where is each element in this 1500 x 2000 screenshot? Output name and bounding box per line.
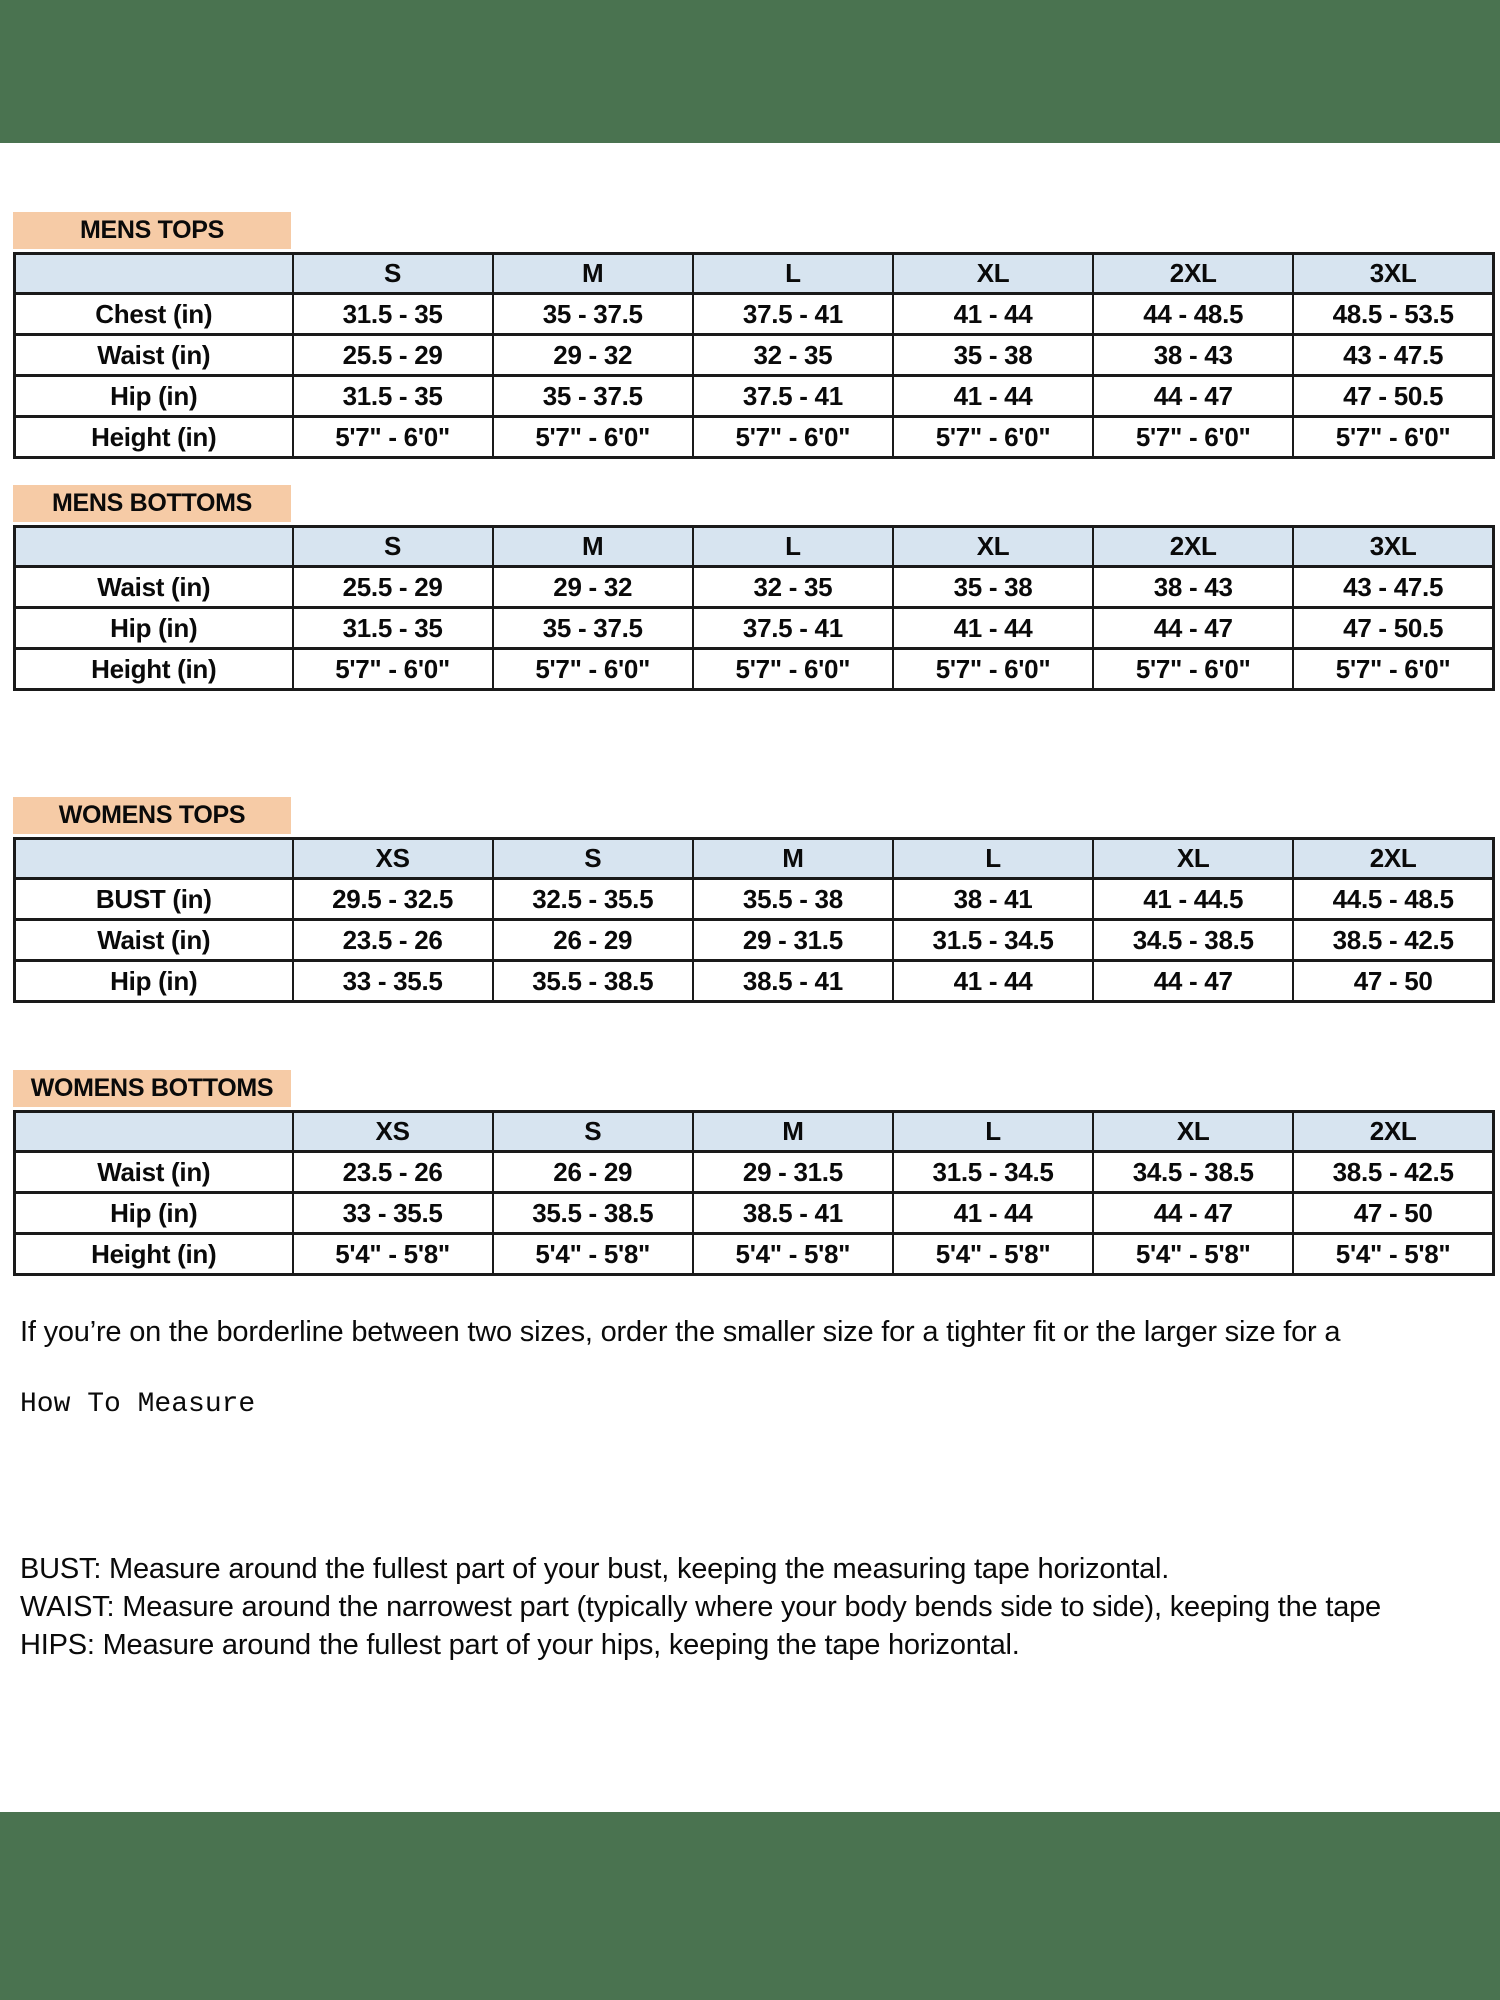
- measurement-value: 32 - 35: [693, 335, 893, 376]
- measurement-value: 29 - 32: [493, 335, 693, 376]
- section-title-mens-bottoms: MENS BOTTOMS: [13, 485, 291, 522]
- size-column-header: 2XL: [1293, 839, 1493, 879]
- measurement-row: [15, 417, 1494, 458]
- row-label: Height (in): [15, 417, 293, 458]
- row-label: Hip (in): [15, 608, 293, 649]
- measurement-value: 44 - 48.5: [1093, 294, 1293, 335]
- measurement-value: 29 - 31.5: [693, 920, 893, 961]
- corner-cell: [15, 1112, 293, 1152]
- measurement-value: 5'7" - 6'0": [1093, 417, 1293, 458]
- measurement-value: 38 - 43: [1093, 335, 1293, 376]
- measurement-value: 29.5 - 32.5: [293, 879, 493, 920]
- section-womens-tops: [13, 797, 1495, 1003]
- measurement-value: 5'7" - 6'0": [293, 417, 493, 458]
- measurement-value: 26 - 29: [493, 1152, 693, 1193]
- measurement-value: 5'7" - 6'0": [893, 417, 1093, 458]
- measurement-value: 34.5 - 38.5: [1093, 920, 1293, 961]
- section-title-womens-tops: WOMENS TOPS: [13, 797, 291, 834]
- measurement-row: [15, 1152, 1494, 1193]
- size-column-header: L: [893, 1112, 1093, 1152]
- size-column-header: 3XL: [1293, 527, 1493, 567]
- size-column-header: XS: [293, 1112, 493, 1152]
- row-label: Hip (in): [15, 376, 293, 417]
- row-label: Hip (in): [15, 961, 293, 1002]
- measurement-row: [15, 335, 1494, 376]
- measurement-value: 32.5 - 35.5: [493, 879, 693, 920]
- corner-cell: [15, 527, 293, 567]
- row-label: Waist (in): [15, 567, 293, 608]
- measurement-row: [15, 1193, 1494, 1234]
- measurement-value: 41 - 44: [893, 961, 1093, 1002]
- corner-cell: [15, 254, 293, 294]
- measurement-value: 5'4" - 5'8": [1293, 1234, 1493, 1275]
- measurement-value: 34.5 - 38.5: [1093, 1152, 1293, 1193]
- measurement-row: [15, 608, 1494, 649]
- size-header-row: [15, 254, 1494, 294]
- size-column-header: L: [693, 254, 893, 294]
- measurement-value: 37.5 - 41: [693, 294, 893, 335]
- row-label: Height (in): [15, 649, 293, 690]
- measurement-value: 35 - 37.5: [493, 608, 693, 649]
- measurement-value: 33 - 35.5: [293, 1193, 493, 1234]
- measurement-value: 44 - 47: [1093, 961, 1293, 1002]
- measurement-value: 31.5 - 34.5: [893, 1152, 1093, 1193]
- measurement-value: 41 - 44: [893, 1193, 1093, 1234]
- measurement-row: [15, 567, 1494, 608]
- size-column-header: XL: [1093, 839, 1293, 879]
- measurement-value: 43 - 47.5: [1293, 335, 1493, 376]
- measurement-value: 44 - 47: [1093, 376, 1293, 417]
- measurement-value: 47 - 50: [1293, 961, 1493, 1002]
- measurement-value: 37.5 - 41: [693, 608, 893, 649]
- measurement-value: 29 - 31.5: [693, 1152, 893, 1193]
- size-table-womens-bottoms: [13, 1110, 1495, 1276]
- size-column-header: XL: [893, 254, 1093, 294]
- measurement-value: 35.5 - 38.5: [493, 1193, 693, 1234]
- measurement-value: 48.5 - 53.5: [1293, 294, 1493, 335]
- measurement-value: 47 - 50: [1293, 1193, 1493, 1234]
- measurement-value: 23.5 - 26: [293, 1152, 493, 1193]
- measurement-value: 5'7" - 6'0": [293, 649, 493, 690]
- corner-cell: [15, 839, 293, 879]
- row-label: Hip (in): [15, 1193, 293, 1234]
- measurement-value: 41 - 44: [893, 294, 1093, 335]
- measurement-value: 5'7" - 6'0": [493, 649, 693, 690]
- size-column-header: L: [693, 527, 893, 567]
- row-label: Height (in): [15, 1234, 293, 1275]
- size-column-header: S: [293, 254, 493, 294]
- measurement-value: 31.5 - 34.5: [893, 920, 1093, 961]
- measurement-value: 5'7" - 6'0": [1093, 649, 1293, 690]
- measurement-value: 41 - 44: [893, 608, 1093, 649]
- measurement-value: 47 - 50.5: [1293, 376, 1493, 417]
- size-column-header: XS: [293, 839, 493, 879]
- measurement-value: 5'4" - 5'8": [893, 1234, 1093, 1275]
- measurement-row: [15, 920, 1494, 961]
- measurement-value: 5'7" - 6'0": [893, 649, 1093, 690]
- measurement-value: 35 - 37.5: [493, 294, 693, 335]
- size-table-mens-tops: [13, 252, 1495, 459]
- how-to-measure-heading: How To Measure: [20, 1389, 256, 1420]
- measurement-row: [15, 649, 1494, 690]
- measurement-value: 38.5 - 41: [693, 961, 893, 1002]
- measurement-value: 31.5 - 35: [293, 376, 493, 417]
- measurement-value: 5'4" - 5'8": [493, 1234, 693, 1275]
- measurement-value: 38.5 - 42.5: [1293, 920, 1493, 961]
- bust-instruction: BUST: Measure around the fullest part of your bust, keeping the measuring tape horizontal.: [20, 1553, 1170, 1585]
- row-label: BUST (in): [15, 879, 293, 920]
- measurement-row: [15, 376, 1494, 417]
- measurement-value: 38 - 43: [1093, 567, 1293, 608]
- measurement-value: 38.5 - 41: [693, 1193, 893, 1234]
- size-column-header: L: [893, 839, 1093, 879]
- row-label: Chest (in): [15, 294, 293, 335]
- measurement-value: 47 - 50.5: [1293, 608, 1493, 649]
- row-label: Waist (in): [15, 335, 293, 376]
- section-mens-bottoms: [13, 485, 1495, 691]
- section-title-mens-tops: MENS TOPS: [13, 212, 291, 249]
- size-column-header: M: [493, 527, 693, 567]
- size-table-mens-bottoms: [13, 525, 1495, 691]
- measurement-value: 41 - 44.5: [1093, 879, 1293, 920]
- measurement-value: 5'7" - 6'0": [693, 649, 893, 690]
- waist-instruction: WAIST: Measure around the narrowest part (typically where your body bends side to side), keeping the tape: [20, 1591, 1381, 1623]
- measurement-value: 25.5 - 29: [293, 335, 493, 376]
- hips-instruction: HIPS: Measure around the fullest part of your hips, keeping the tape horizontal.: [20, 1629, 1020, 1661]
- measurement-value: 5'7" - 6'0": [493, 417, 693, 458]
- measurement-value: 31.5 - 35: [293, 608, 493, 649]
- size-table-womens-tops: [13, 837, 1495, 1003]
- size-column-header: S: [293, 527, 493, 567]
- row-label: Waist (in): [15, 1152, 293, 1193]
- measurement-value: 5'4" - 5'8": [693, 1234, 893, 1275]
- measurement-value: 5'4" - 5'8": [293, 1234, 493, 1275]
- size-column-header: 3XL: [1293, 254, 1493, 294]
- measurement-value: 38.5 - 42.5: [1293, 1152, 1493, 1193]
- measurement-value: 37.5 - 41: [693, 376, 893, 417]
- measurement-value: 35 - 37.5: [493, 376, 693, 417]
- section-title-womens-bottoms: WOMENS BOTTOMS: [13, 1070, 291, 1107]
- measurement-value: 44.5 - 48.5: [1293, 879, 1493, 920]
- measurement-value: 25.5 - 29: [293, 567, 493, 608]
- measurement-value: 35.5 - 38: [693, 879, 893, 920]
- size-header-row: [15, 1112, 1494, 1152]
- size-column-header: M: [693, 839, 893, 879]
- bottom-banner: [0, 1812, 1500, 2000]
- measurement-value: 44 - 47: [1093, 1193, 1293, 1234]
- size-column-header: M: [493, 254, 693, 294]
- section-mens-tops: [13, 212, 1495, 459]
- section-womens-bottoms: [13, 1070, 1495, 1276]
- size-header-row: [15, 839, 1494, 879]
- measurement-value: 38 - 41: [893, 879, 1093, 920]
- measure-instructions: [20, 1550, 1381, 1664]
- measurement-value: 41 - 44: [893, 376, 1093, 417]
- row-label: Waist (in): [15, 920, 293, 961]
- measurement-value: 5'7" - 6'0": [1293, 649, 1493, 690]
- top-banner: [0, 0, 1500, 143]
- measurement-value: 5'7" - 6'0": [693, 417, 893, 458]
- measurement-value: 35.5 - 38.5: [493, 961, 693, 1002]
- size-column-header: 2XL: [1093, 254, 1293, 294]
- measurement-value: 32 - 35: [693, 567, 893, 608]
- size-header-row: [15, 527, 1494, 567]
- size-column-header: 2XL: [1093, 527, 1293, 567]
- measurement-value: 31.5 - 35: [293, 294, 493, 335]
- size-column-header: S: [493, 839, 693, 879]
- measurement-value: 5'4" - 5'8": [1093, 1234, 1293, 1275]
- size-column-header: XL: [893, 527, 1093, 567]
- measurement-value: 35 - 38: [893, 335, 1093, 376]
- size-column-header: XL: [1093, 1112, 1293, 1152]
- size-column-header: S: [493, 1112, 693, 1152]
- measurement-value: 44 - 47: [1093, 608, 1293, 649]
- measurement-row: [15, 294, 1494, 335]
- measurement-value: 29 - 32: [493, 567, 693, 608]
- measurement-value: 5'7" - 6'0": [1293, 417, 1493, 458]
- measurement-row: [15, 879, 1494, 920]
- size-column-header: 2XL: [1293, 1112, 1493, 1152]
- measurement-value: 26 - 29: [493, 920, 693, 961]
- measurement-row: [15, 961, 1494, 1002]
- size-column-header: M: [693, 1112, 893, 1152]
- measurement-value: 43 - 47.5: [1293, 567, 1493, 608]
- measurement-value: 35 - 38: [893, 567, 1093, 608]
- fit-note-text: If you’re on the borderline between two sizes, order the smaller size for a tighter fit or the larger size for a: [20, 1316, 1341, 1348]
- measurement-row: [15, 1234, 1494, 1275]
- measurement-value: 23.5 - 26: [293, 920, 493, 961]
- measurement-value: 33 - 35.5: [293, 961, 493, 1002]
